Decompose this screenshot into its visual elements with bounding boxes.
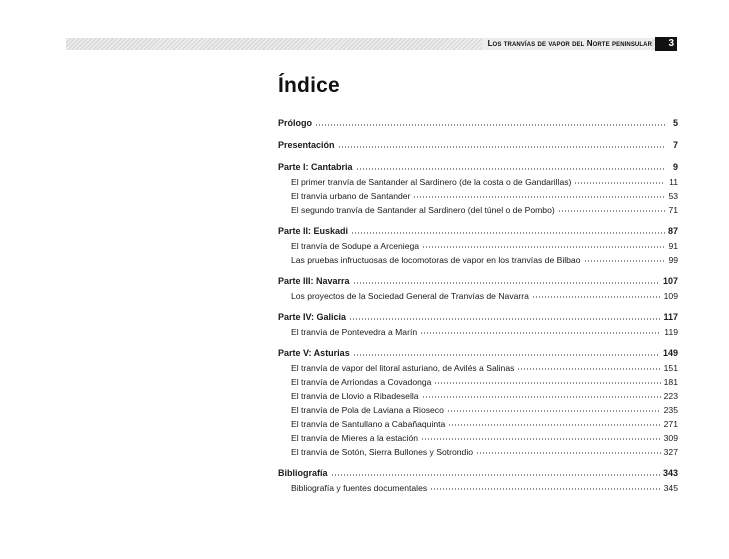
toc-part	[278, 116, 678, 131]
toc-chapter-entry[interactable]	[278, 389, 678, 403]
toc-entry-page: 343	[662, 468, 678, 478]
toc-chapter-entry[interactable]	[278, 189, 678, 203]
toc-entry-page: 71	[668, 205, 678, 215]
dot-leader	[413, 195, 665, 199]
toc-entry-label: Presentación	[278, 140, 335, 150]
page-number: 3	[655, 37, 677, 51]
toc-chapter-entry[interactable]	[278, 375, 678, 389]
toc-entry-label: El tranvía de Pola de Laviana a Rioseco	[291, 405, 444, 415]
toc-entry-label: El tranvía de vapor del litoral asturiano, de Avilés a Salinas	[291, 363, 515, 373]
toc-part	[278, 346, 678, 459]
dot-leader	[558, 209, 665, 213]
toc-entry-label: El tranvía de Sotón, Sierra Bullones y Sotrondio	[291, 447, 474, 457]
dot-leader	[331, 473, 660, 477]
dot-leader	[356, 167, 665, 171]
toc-section-entry[interactable]	[278, 466, 678, 481]
toc-entry-page: 151	[663, 363, 678, 373]
toc-section-entry[interactable]	[278, 224, 678, 239]
toc-entry-page: 7	[672, 140, 678, 150]
toc-entry-label: El tranvía de Llovio a Ribadesella	[291, 391, 419, 401]
toc-chapter-entry[interactable]	[278, 289, 678, 303]
toc-section-entry[interactable]	[278, 138, 678, 153]
dot-leader	[517, 367, 660, 371]
toc-part	[278, 310, 678, 339]
toc-entry-label: El primer tranvía de Santander al Sardinero (de la costa o de Gandarillas)	[291, 177, 572, 187]
index-title: Índice	[278, 74, 340, 97]
dot-leader	[447, 409, 661, 413]
toc-entry-page: 99	[668, 255, 678, 265]
toc-entry-label: Parte IV: Galicia	[278, 312, 347, 322]
dot-leader	[434, 381, 660, 385]
toc-entry-label: Parte V: Asturias	[278, 348, 350, 358]
toc-entry-label: Los proyectos de la Sociedad General de Tranvías de Navarra	[291, 291, 529, 301]
toc-entry-page: 109	[663, 291, 678, 301]
toc-entry-page: 149	[662, 348, 678, 358]
toc-chapter-entry[interactable]	[278, 431, 678, 445]
toc-entry-label: Parte I: Cantabria	[278, 162, 353, 172]
toc-entry-label: El tranvía de Arriondas a Covadonga	[291, 377, 432, 387]
dot-leader	[532, 295, 661, 299]
table-of-contents	[278, 116, 678, 502]
toc-entry-page: 107	[662, 276, 678, 286]
toc-part	[278, 466, 678, 495]
toc-entry-page: 53	[668, 191, 678, 201]
dot-leader	[351, 231, 665, 235]
dot-leader	[448, 423, 660, 427]
toc-entry-label: El tranvía de Mieres a la estación	[291, 433, 419, 443]
toc-part	[278, 224, 678, 267]
dot-leader	[353, 281, 660, 285]
toc-entry-label: Parte III: Navarra	[278, 276, 350, 286]
toc-entry-page: 87	[667, 226, 678, 236]
toc-part	[278, 160, 678, 217]
dot-leader	[420, 331, 661, 335]
toc-chapter-entry[interactable]	[278, 417, 678, 431]
toc-chapter-entry[interactable]	[278, 253, 678, 267]
toc-entry-page: 9	[672, 162, 678, 172]
toc-entry-page: 309	[663, 433, 678, 443]
toc-chapter-entry[interactable]	[278, 403, 678, 417]
dot-leader	[430, 487, 661, 491]
toc-entry-label: El segundo tranvía de Santander al Sardinero (del túnel o de Pombo)	[291, 205, 555, 215]
toc-entry-page: 117	[663, 312, 678, 322]
toc-entry-page: 235	[663, 405, 678, 415]
toc-entry-page: 327	[663, 447, 678, 457]
toc-entry-label: Bibliografía	[278, 468, 328, 478]
toc-entry-page: 91	[668, 241, 678, 251]
dot-leader	[338, 145, 665, 149]
toc-entry-page: 119	[664, 327, 678, 337]
toc-entry-page: 181	[663, 377, 678, 387]
dot-leader	[421, 437, 661, 441]
toc-entry-label: Prólogo	[278, 118, 312, 128]
toc-entry-label: El tranvía de Sodupe a Arceniega	[291, 241, 420, 251]
toc-entry-label: Las pruebas infructuosas de locomotoras de vapor en los tranvías de Bilbao	[291, 255, 581, 265]
toc-entry-page: 223	[663, 391, 678, 401]
dot-leader	[353, 353, 660, 357]
dot-leader	[422, 395, 661, 399]
toc-section-entry[interactable]	[278, 160, 678, 175]
toc-section-entry[interactable]	[278, 116, 678, 131]
toc-section-entry[interactable]	[278, 346, 678, 361]
toc-entry-label: El tranvía urbano de Santander	[291, 191, 411, 201]
dot-leader	[584, 259, 666, 263]
toc-chapter-entry[interactable]	[278, 445, 678, 459]
toc-section-entry[interactable]	[278, 310, 678, 325]
toc-entry-label: El tranvía de Santullano a Cabañaquinta	[291, 419, 446, 429]
toc-entry-label: Bibliografía y fuentes documentales	[291, 483, 428, 493]
toc-entry-page: 345	[663, 483, 678, 493]
toc-chapter-entry[interactable]	[278, 203, 678, 217]
dot-leader	[315, 123, 665, 127]
toc-chapter-entry[interactable]	[278, 361, 678, 375]
toc-section-entry[interactable]	[278, 274, 678, 289]
dot-leader	[349, 317, 660, 321]
dot-leader	[476, 451, 661, 455]
running-header-title: Los tranvías de vapor del Norte peninsular	[482, 38, 652, 50]
toc-entry-label: El tranvía de Pontevedra a Marín	[291, 327, 418, 337]
toc-chapter-entry[interactable]	[278, 239, 678, 253]
toc-chapter-entry[interactable]	[278, 325, 678, 339]
dot-leader	[574, 181, 665, 185]
toc-part	[278, 138, 678, 153]
toc-part	[278, 274, 678, 303]
toc-chapter-entry[interactable]	[278, 175, 678, 189]
toc-entry-page: 5	[672, 118, 678, 128]
dot-leader	[422, 245, 665, 249]
toc-entry-label: Parte II: Euskadi	[278, 226, 349, 236]
toc-entry-page: 271	[663, 419, 678, 429]
toc-entry-page: 11	[669, 177, 678, 187]
toc-chapter-entry[interactable]	[278, 481, 678, 495]
